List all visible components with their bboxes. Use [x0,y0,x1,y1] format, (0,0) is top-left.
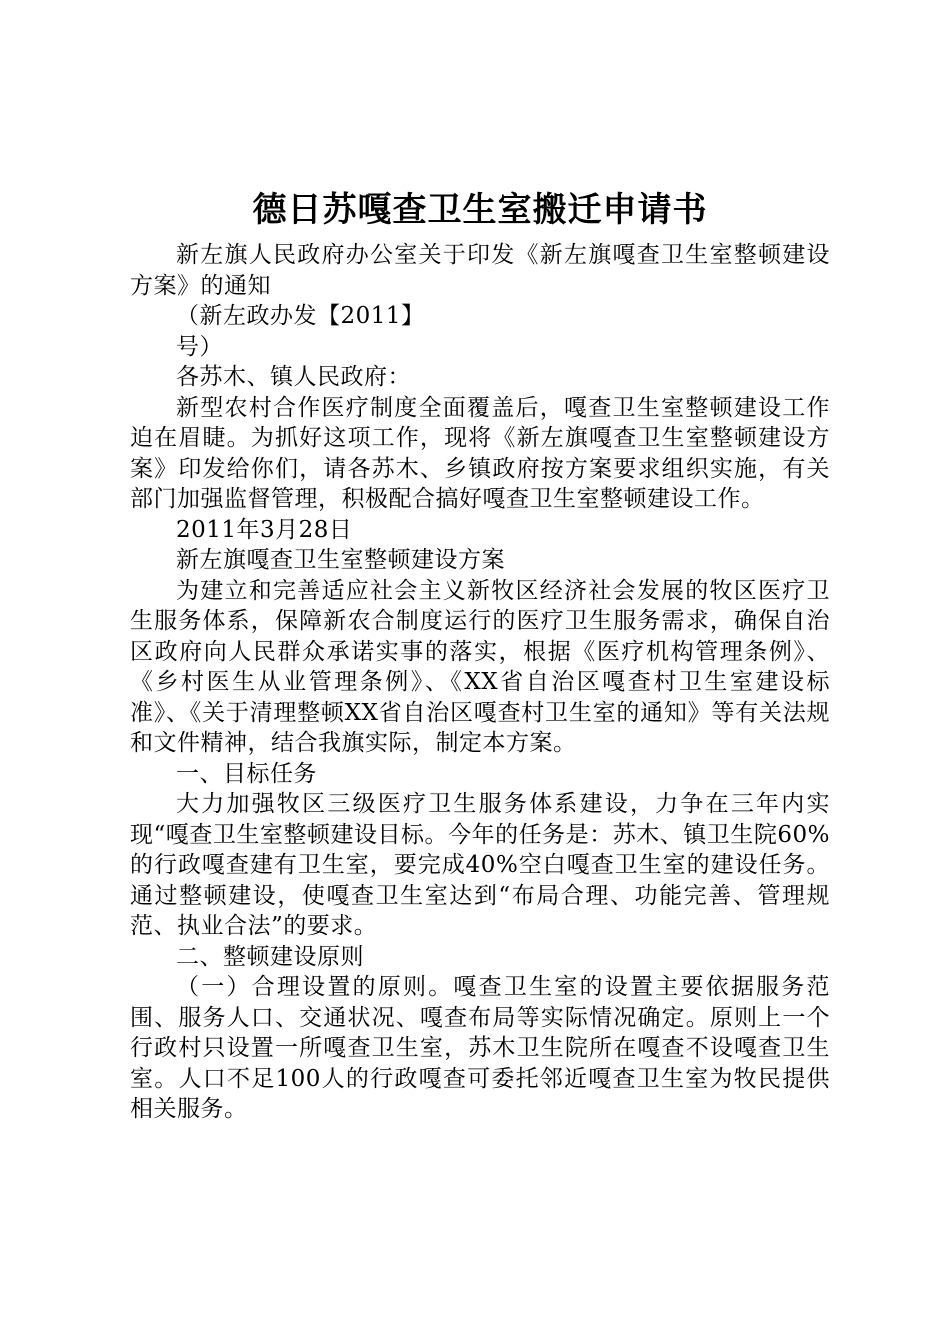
paragraph-plan-intro: 为建立和完善适应社会主义新牧区经济社会发展的牧区医疗卫生服务体系，保障新农合制度运行的医疗卫生服务需求，确保自治区政府向人民群众承诺实事的落实，根据《医疗机构管理条例》、《乡村医生从业管理条例》、《XX省自治区嘎查村卫生室建设标准》、《关于清理整顿XX省自治区嘎查村卫生室的通知》等有关法规和文件精神，结合我旗实际，制定本方案。 [130,577,830,756]
paragraph-plan-title: 新左旗嘎查卫生室整顿建设方案 [176,547,505,573]
paragraph-date: 2011年3月28日 [176,516,353,543]
document-title: 德日苏嘎查卫生室搬迁申请书 [252,190,708,230]
paragraph-document-number-suffix: 号） [176,333,223,360]
paragraph-principle-one: （一）合理设置的原则。嘎查卫生室的设置主要依据服务范围、服务人口、交通状况、嘎查布局等实际情况确定。原则上一个行政村只设置一所嘎查卫生室，苏木卫生院所在嘎查不设嘎查卫生室。人口不足100人的行政嘎查可委托邻近嘎查卫生室为牧民提供相关服务。 [130,974,830,1122]
section-heading-principles: 二、整顿建设原则 [176,943,364,970]
paragraph-notice-title: 新左旗人民政府办公室关于印发《新左旗嘎查卫生室整顿建设方案》的通知 [130,242,830,299]
paragraph-notice-body: 新型农村合作医疗制度全面覆盖后，嘎查卫生室整顿建设工作迫在眉睫。为抓好这项工作，现将《新左旗嘎查卫生室整顿建设方案》印发给你们，请各苏木、乡镇政府按方案要求组织实施，有关部门加强监督管理，积极配合搞好嘎查卫生室整顿建设工作。 [130,394,830,512]
paragraph-document-number: （新左政办发【2011】 [176,303,425,329]
paragraph-goals-body: 大力加强牧区三级医疗卫生服务体系建设，力争在三年内实现“嘎查卫生室整顿建设目标。今年的任务是：苏木、镇卫生院60%的行政嘎查建有卫生室，要完成40%空白嘎查卫生室的建设任务。通过整顿建设，使嘎查卫生室达到“布局合理、功能完善、管理规范、执业合法”的要求。 [130,791,830,939]
paragraph-addressee: 各苏木、镇人民政府： [176,364,411,390]
section-heading-goals: 一、目标任务 [176,760,317,787]
document-page [130,180,830,1125]
